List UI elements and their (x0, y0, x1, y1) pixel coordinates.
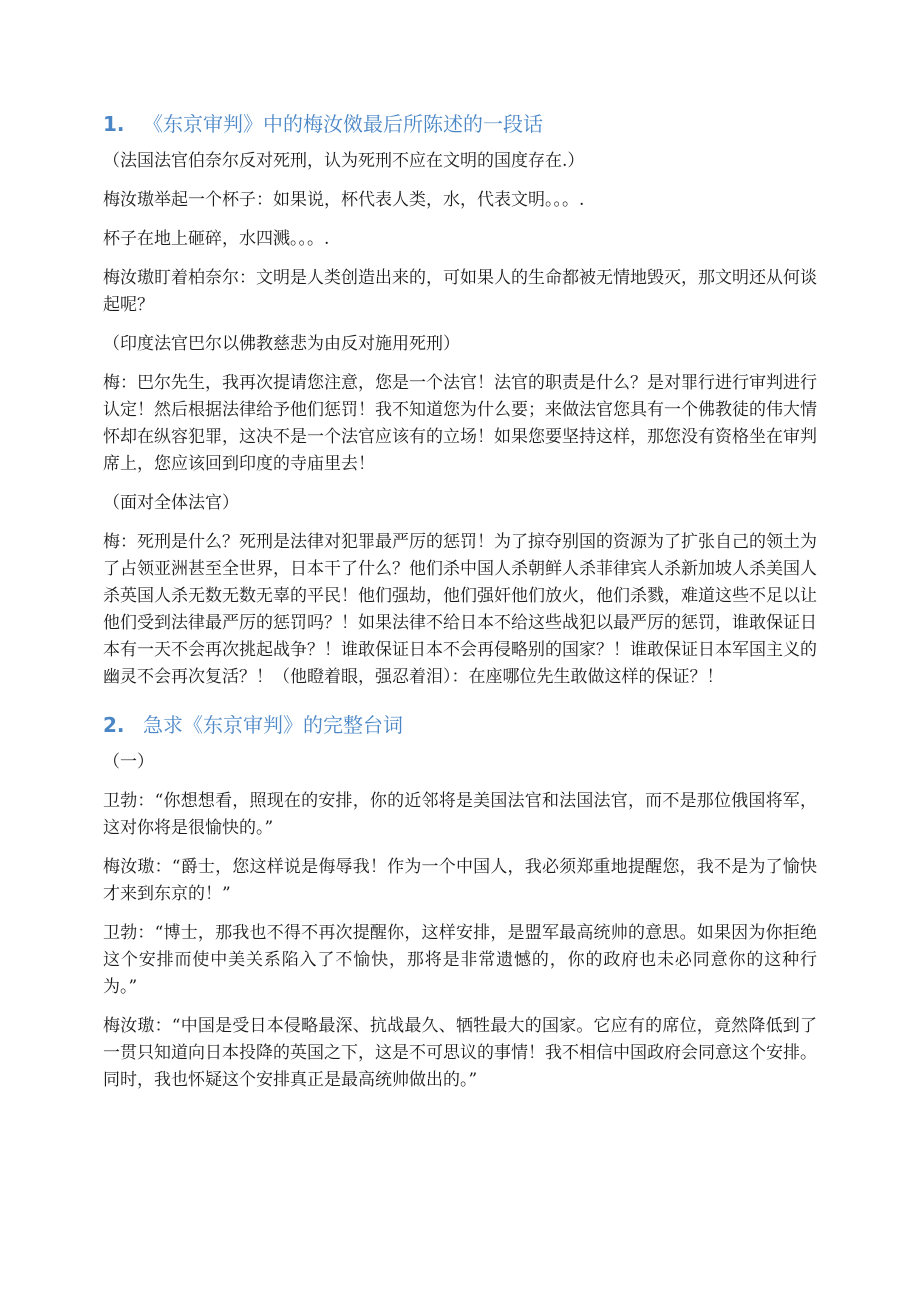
paragraph: 梅汝璈：“爵士，您这样说是侮辱我！作为一个中国人，我必须郑重地提醒您，我不是为了愉快才来到东京的！” (103, 857, 817, 904)
paragraph: 杯子在地上砸碎，水四溅。。。. (103, 229, 330, 249)
document-page (103, 110, 817, 1106)
section-1-title: 《东京审判》中的梅汝傚最后所陈述的一段话 (143, 112, 543, 136)
section-1-number: 1. (103, 112, 125, 136)
paragraph: （法国法官伯奈尔反对死刑，认为死刑不应在文明的国度存在.） (103, 151, 585, 171)
paragraph: 梅：死刑是什么？死刑是法律对犯罪最严厉的惩罚！为了掠夺别国的资源为了扩张自己的领土为了占领亚洲甚至全世界，日本干了什么？他们杀中国人杀朝鲜人杀菲律宾人杀新加坡人杀美国人杀英国人杀无数无数无辜的平民！他们强劫，他们强奸他们放火，他们杀戮，难道这些不足以让他们受到法律最严厉的惩罚吗？！如果法律不给日本不给这些战犯以最严厉的惩罚，谁敢保证日本有一天不会再次挑起战争？！谁敢保证日本不会再侵略别的国家？！谁敢保证日本军国主义的幽灵不会再次复活？！（他瞪着眼，强忍着泪）：在座哪位先生敢做这样的保证？！ (103, 532, 817, 687)
section-2-number: 2. (103, 713, 125, 737)
section-2-title: 急求《东京审判》的完整台词 (143, 713, 403, 737)
paragraph: 梅汝璈盯着柏奈尔：文明是人类创造出来的，可如果人的生命都被无情地毁灭，那文明还从何谈起呢？ (103, 268, 817, 315)
paragraph: 梅汝璈：“中国是受日本侵略最深、抗战最久、牺牲最大的国家。它应有的席位，竟然降低到了一贯只知道向日本投降的英国之下，这是不可思议的事情！我不相信中国政府会同意这个安排。同时，我也怀疑这个安排真正是最高统帅做出的。” (103, 1016, 817, 1090)
paragraph: （一） (103, 752, 154, 772)
paragraph: （面对全体法官） (103, 493, 239, 513)
section-2-heading (103, 711, 817, 739)
section-1-heading (103, 110, 817, 138)
paragraph: 梅汝璈举起一个杯子：如果说，杯代表人类，水，代表文明。。。. (103, 190, 585, 210)
paragraph: （印度法官巴尔以佛教慈悲为由反对施用死刑） (103, 334, 460, 354)
paragraph: 卫勃：“博士，那我也不得不再次提醒你，这样安排，是盟军最高统帅的意思。如果因为你拒绝这个安排而使中美关系陷入了不愉快，那将是非常遗憾的，你的政府也未必同意你的这种行为。” (103, 923, 817, 997)
paragraph: 卫勃：“你想想看，照现在的安排，你的近邻将是美国法官和法国法官，而不是那位俄国将军，这对你将是很愉快的。” (103, 791, 817, 838)
paragraph: 梅：巴尔先生，我再次提请您注意，您是一个法官！法官的职责是什么？是对罪行进行审判进行认定！然后根据法律给予他们惩罚！我不知道您为什么要；来做法官您具有一个佛教徒的伟大情怀却在纵容犯罪，这决不是一个法官应该有的立场！如果您要坚持这样，那您没有资格坐在审判席上，您应该回到印度的寺庙里去！ (103, 373, 817, 474)
